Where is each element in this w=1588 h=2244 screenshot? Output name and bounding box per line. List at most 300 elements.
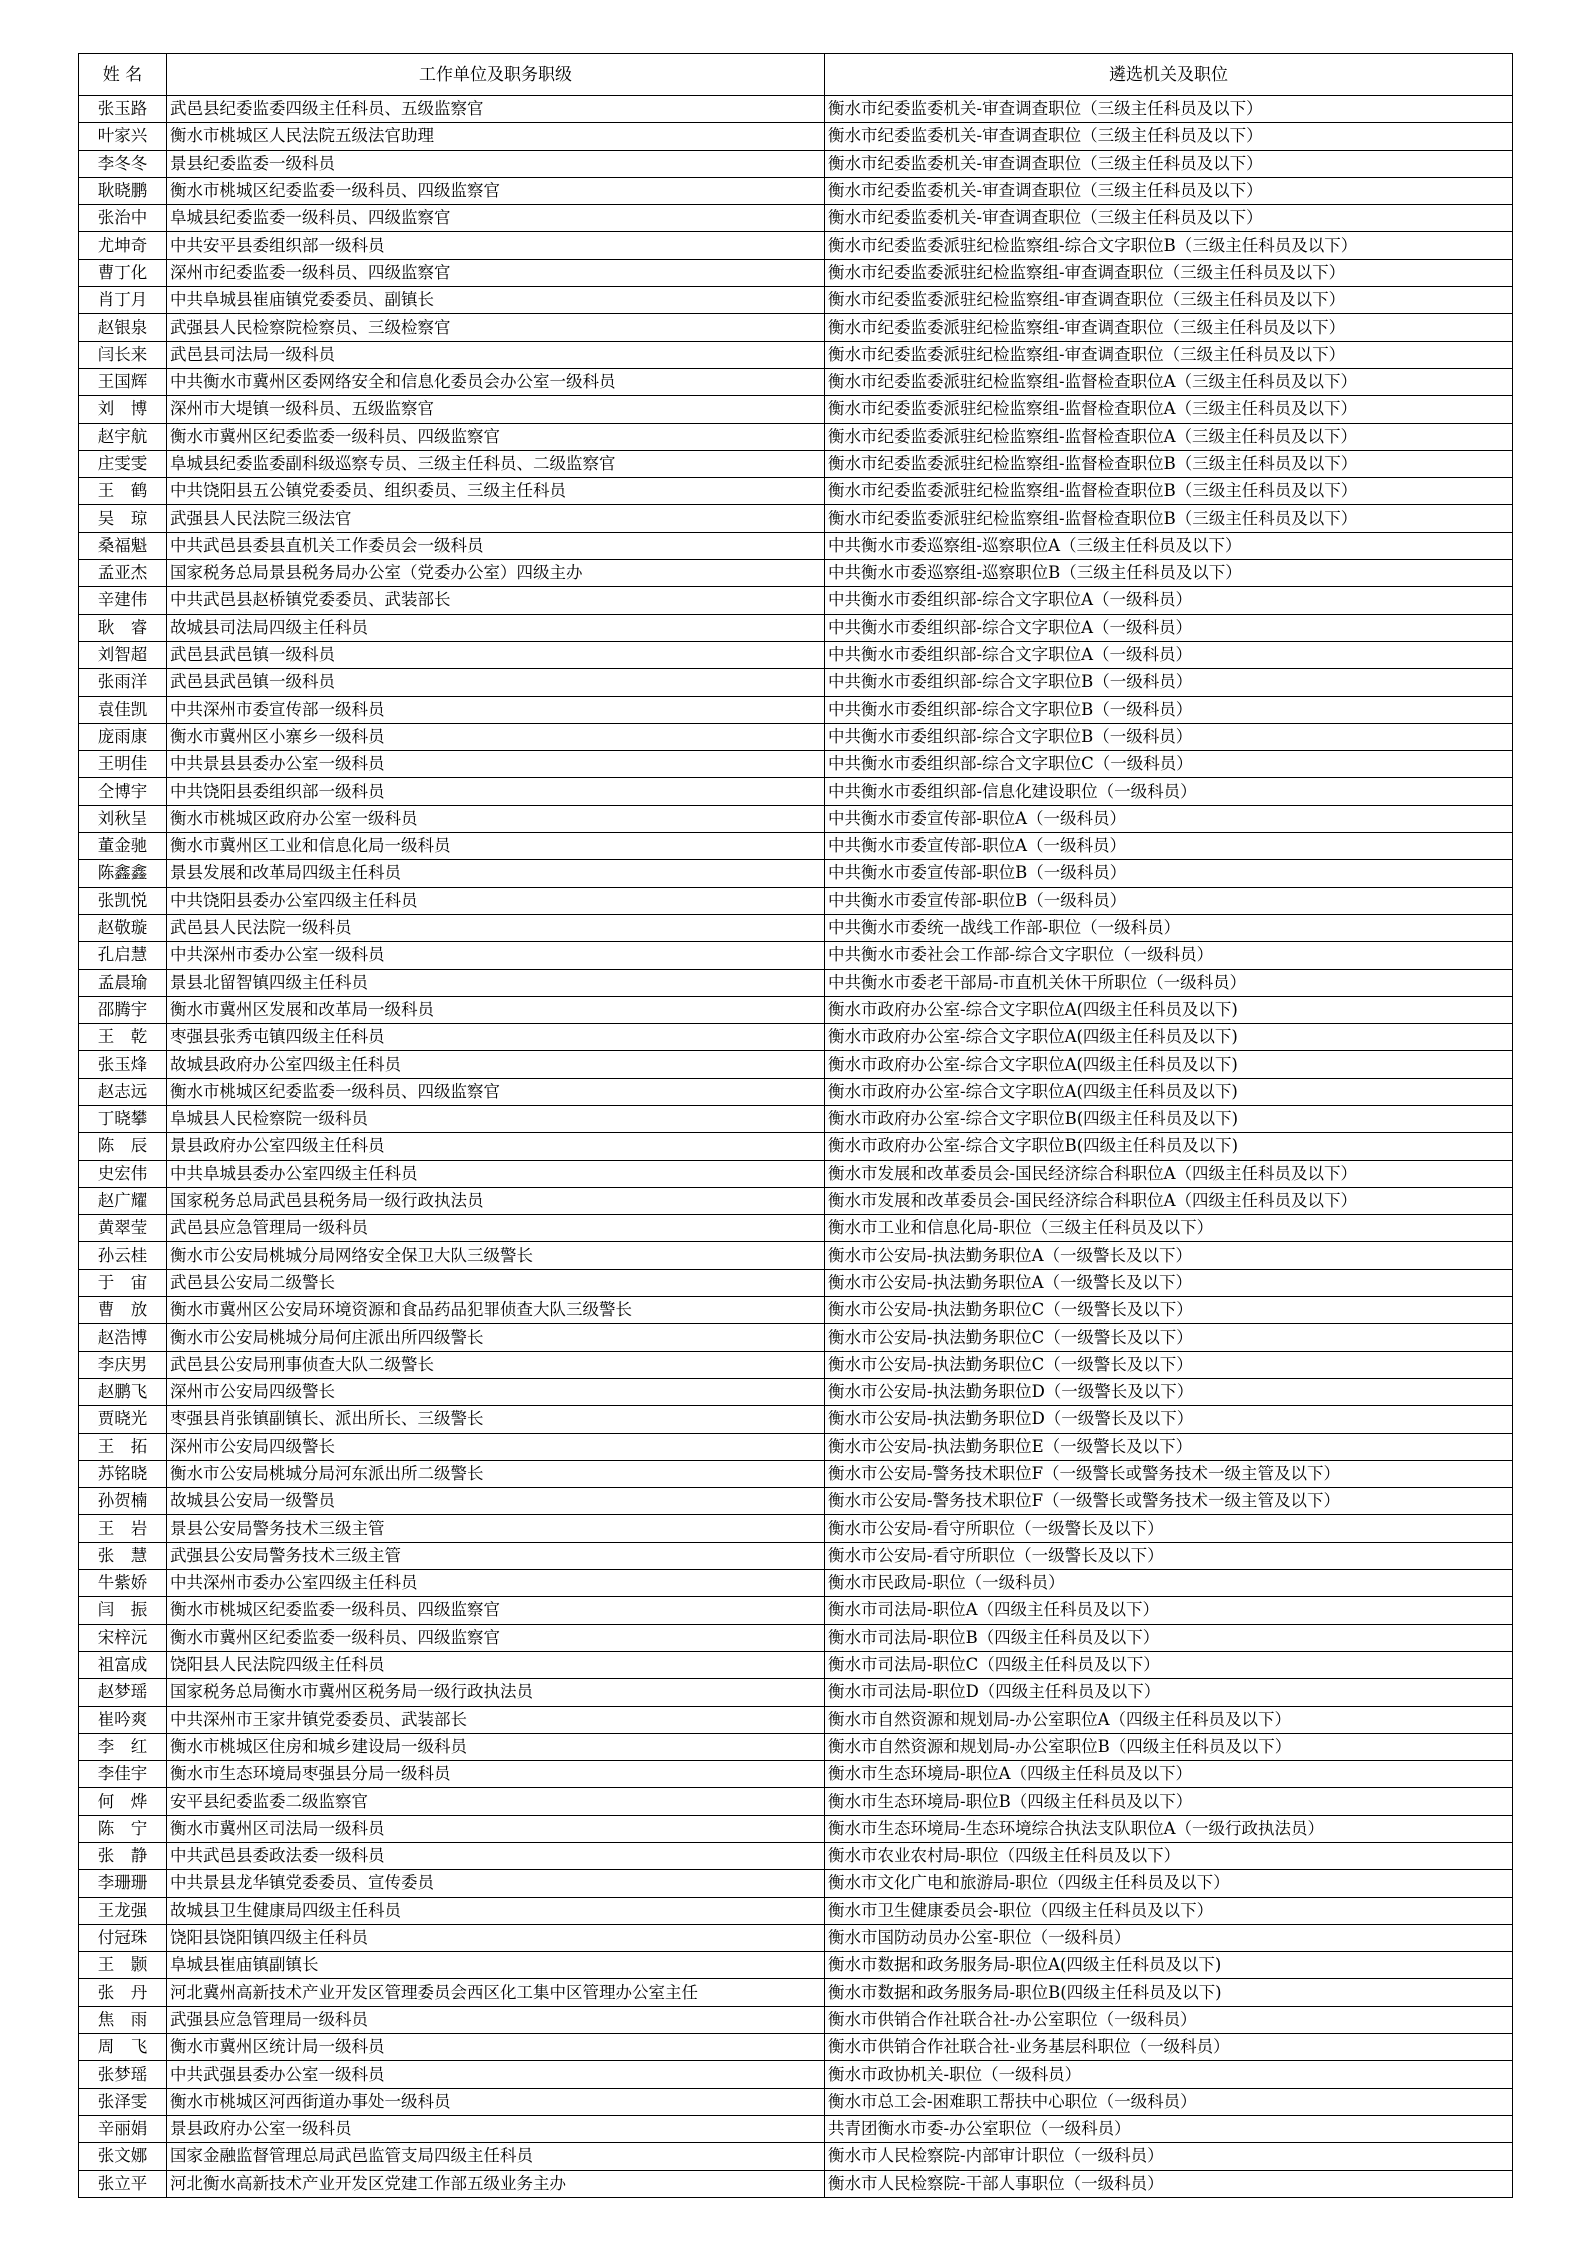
- cell-name: 辛建伟: [79, 587, 167, 614]
- cell-post: 衡水市发展和改革委员会-国民经济综合科职位A（四级主任科员及以下）: [825, 1187, 1513, 1214]
- table-row: [79, 232, 1513, 259]
- table-row: [79, 1215, 1513, 1242]
- cell-post: 衡水市公安局-看守所职位（一级警长及以下）: [825, 1515, 1513, 1542]
- cell-unit: 武强县人民检察院检察员、三级检察官: [167, 314, 825, 341]
- cell-post: 衡水市政府办公室-综合文字职位B(四级主任科员及以下): [825, 1105, 1513, 1132]
- cell-post: 中共衡水市委组织部-综合文字职位A（一级科员）: [825, 587, 1513, 614]
- cell-post: 衡水市纪委监委机关-审查调查职位（三级主任科员及以下）: [825, 96, 1513, 123]
- cell-name: 赵浩博: [79, 1324, 167, 1351]
- cell-name: 李 红: [79, 1733, 167, 1760]
- table-row: [79, 560, 1513, 587]
- table-row: [79, 1460, 1513, 1487]
- cell-post: 衡水市生态环境局-职位B（四级主任科员及以下）: [825, 1788, 1513, 1815]
- cell-unit: 中共安平县委组织部一级科员: [167, 232, 825, 259]
- cell-post: 衡水市公安局-警务技术职位F（一级警长或警务技术一级主管及以下）: [825, 1460, 1513, 1487]
- cell-post: 衡水市纪委监委派驻纪检监察组-审查调查职位（三级主任科员及以下）: [825, 314, 1513, 341]
- table-row: [79, 1897, 1513, 1924]
- cell-name: 贾晓光: [79, 1406, 167, 1433]
- cell-post: 衡水市供销合作社联合社-业务基层科职位（一级科员）: [825, 2034, 1513, 2061]
- cell-post: 衡水市公安局-执法勤务职位A（一级警长及以下）: [825, 1269, 1513, 1296]
- cell-name: 于 宙: [79, 1269, 167, 1296]
- cell-name: 邵腾宇: [79, 996, 167, 1023]
- cell-post: 衡水市国防动员办公室-职位（一级科员）: [825, 1924, 1513, 1951]
- cell-post: 衡水市公安局-执法勤务职位E（一级警长及以下）: [825, 1433, 1513, 1460]
- table-row: [79, 2034, 1513, 2061]
- cell-post: 衡水市纪委监委派驻纪检监察组-审查调查职位（三级主任科员及以下）: [825, 287, 1513, 314]
- cell-unit: 国家税务总局衡水市冀州区税务局一级行政执法员: [167, 1679, 825, 1706]
- header-post: 遴选机关及职位: [825, 54, 1513, 96]
- cell-unit: 阜城县人民检察院一级科员: [167, 1105, 825, 1132]
- table-row: [79, 314, 1513, 341]
- cell-unit: 深州市公安局四级警长: [167, 1378, 825, 1405]
- cell-name: 张 静: [79, 1843, 167, 1870]
- cell-name: 尤坤奇: [79, 232, 167, 259]
- cell-name: 庞雨康: [79, 723, 167, 750]
- table-row: [79, 1788, 1513, 1815]
- cell-name: 仝博宇: [79, 778, 167, 805]
- table-row: [79, 1570, 1513, 1597]
- cell-unit: 衡水市公安局桃城分局网络安全保卫大队三级警长: [167, 1242, 825, 1269]
- cell-unit: 衡水市冀州区工业和信息化局一级科员: [167, 833, 825, 860]
- cell-name: 李珊珊: [79, 1870, 167, 1897]
- table-row: [79, 969, 1513, 996]
- cell-unit: 河北衡水高新技术产业开发区党建工作部五级业务主办: [167, 2170, 825, 2197]
- cell-name: 周 飞: [79, 2034, 167, 2061]
- cell-unit: 武强县公安局警务技术三级主管: [167, 1542, 825, 1569]
- cell-post: 中共衡水市委组织部-综合文字职位C（一级科员）: [825, 751, 1513, 778]
- table-row: [79, 1979, 1513, 2006]
- cell-unit: 饶阳县饶阳镇四级主任科员: [167, 1924, 825, 1951]
- cell-unit: 景县北留智镇四级主任科员: [167, 969, 825, 996]
- table-row: [79, 833, 1513, 860]
- table-row: [79, 2115, 1513, 2142]
- table-row: [79, 2061, 1513, 2088]
- cell-post: 衡水市生态环境局-生态环境综合执法支队职位A（一级行政执法员）: [825, 1815, 1513, 1842]
- table-row: [79, 1924, 1513, 1951]
- cell-name: 赵宇航: [79, 423, 167, 450]
- cell-name: 张 丹: [79, 1979, 167, 2006]
- cell-post: 衡水市公安局-执法勤务职位C（一级警长及以下）: [825, 1324, 1513, 1351]
- table-row: [79, 887, 1513, 914]
- cell-name: 张 慧: [79, 1542, 167, 1569]
- cell-name: 辛丽娟: [79, 2115, 167, 2142]
- cell-name: 赵鹏飞: [79, 1378, 167, 1405]
- cell-post: 衡水市发展和改革委员会-国民经济综合科职位A（四级主任科员及以下）: [825, 1160, 1513, 1187]
- cell-post: 中共衡水市委宣传部-职位B（一级科员）: [825, 860, 1513, 887]
- table-row: [79, 1488, 1513, 1515]
- table-row: [79, 423, 1513, 450]
- cell-name: 陈 宁: [79, 1815, 167, 1842]
- cell-post: 衡水市工业和信息化局-职位（三级主任科员及以下）: [825, 1215, 1513, 1242]
- cell-unit: 衡水市冀州区发展和改革局一级科员: [167, 996, 825, 1023]
- cell-unit: 阜城县纪委监委一级科员、四级监察官: [167, 205, 825, 232]
- cell-name: 陈鑫鑫: [79, 860, 167, 887]
- cell-unit: 衡水市桃城区纪委监委一级科员、四级监察官: [167, 177, 825, 204]
- cell-name: 何 烨: [79, 1788, 167, 1815]
- cell-name: 赵广耀: [79, 1187, 167, 1214]
- cell-name: 庄雯雯: [79, 450, 167, 477]
- cell-unit: 景县公安局警务技术三级主管: [167, 1515, 825, 1542]
- cell-unit: 武邑县应急管理局一级科员: [167, 1215, 825, 1242]
- cell-post: 中共衡水市委组织部-综合文字职位B（一级科员）: [825, 669, 1513, 696]
- cell-name: 王 乾: [79, 1024, 167, 1051]
- cell-unit: 衡水市公安局桃城分局河东派出所二级警长: [167, 1460, 825, 1487]
- cell-post: 中共衡水市委宣传部-职位A（一级科员）: [825, 833, 1513, 860]
- table-row: [79, 1706, 1513, 1733]
- cell-unit: 枣强县肖张镇副镇长、派出所长、三级警长: [167, 1406, 825, 1433]
- cell-unit: 衡水市桃城区政府办公室一级科员: [167, 805, 825, 832]
- table-row: [79, 778, 1513, 805]
- cell-post: 衡水市自然资源和规划局-办公室职位B（四级主任科员及以下）: [825, 1733, 1513, 1760]
- cell-unit: 中共武强县委办公室一级科员: [167, 2061, 825, 2088]
- cell-post: 衡水市纪委监委派驻纪检监察组-监督检查职位B（三级主任科员及以下）: [825, 505, 1513, 532]
- cell-post: 衡水市政府办公室-综合文字职位A(四级主任科员及以下): [825, 1051, 1513, 1078]
- cell-unit: 枣强县张秀屯镇四级主任科员: [167, 1024, 825, 1051]
- table-row: [79, 1269, 1513, 1296]
- cell-post: 衡水市人民检察院-干部人事职位（一级科员）: [825, 2170, 1513, 2197]
- cell-unit: 国家金融监督管理总局武邑监管支局四级主任科员: [167, 2143, 825, 2170]
- cell-name: 赵志远: [79, 1078, 167, 1105]
- cell-unit: 武邑县武邑镇一级科员: [167, 641, 825, 668]
- cell-post: 衡水市纪委监委派驻纪检监察组-监督检查职位A（三级主任科员及以下）: [825, 396, 1513, 423]
- cell-name: 王龙强: [79, 1897, 167, 1924]
- cell-post: 中共衡水市委组织部-综合文字职位B（一级科员）: [825, 723, 1513, 750]
- cell-unit: 安平县纪委监委二级监察官: [167, 1788, 825, 1815]
- table-row: [79, 914, 1513, 941]
- cell-name: 焦 雨: [79, 2006, 167, 2033]
- cell-name: 王 拓: [79, 1433, 167, 1460]
- cell-post: 衡水市纪委监委派驻纪检监察组-监督检查职位B（三级主任科员及以下）: [825, 478, 1513, 505]
- cell-name: 张玉路: [79, 96, 167, 123]
- cell-unit: 衡水市冀州区公安局环境资源和食品药品犯罪侦查大队三级警长: [167, 1297, 825, 1324]
- table-row: [79, 2088, 1513, 2115]
- table-row: [79, 2170, 1513, 2197]
- table-row: [79, 1051, 1513, 1078]
- cell-name: 赵敬璇: [79, 914, 167, 941]
- cell-unit: 故城县政府办公室四级主任科员: [167, 1051, 825, 1078]
- cell-name: 孟晨瑜: [79, 969, 167, 996]
- table-row: [79, 669, 1513, 696]
- cell-name: 刘智超: [79, 641, 167, 668]
- cell-name: 丁晓攀: [79, 1105, 167, 1132]
- table-row: [79, 1542, 1513, 1569]
- table-row: [79, 259, 1513, 286]
- table-row: [79, 1815, 1513, 1842]
- table-row: [79, 1297, 1513, 1324]
- cell-unit: 深州市大堤镇一级科员、五级监察官: [167, 396, 825, 423]
- cell-unit: 中共深州市委办公室一级科员: [167, 942, 825, 969]
- cell-name: 王国辉: [79, 368, 167, 395]
- cell-name: 宋梓沅: [79, 1624, 167, 1651]
- cell-post: 衡水市卫生健康委员会-职位（四级主任科员及以下）: [825, 1897, 1513, 1924]
- cell-unit: 武邑县公安局二级警长: [167, 1269, 825, 1296]
- cell-name: 耿 睿: [79, 614, 167, 641]
- cell-post: 衡水市纪委监委机关-审查调查职位（三级主任科员及以下）: [825, 205, 1513, 232]
- table-row: [79, 614, 1513, 641]
- table-row: [79, 1105, 1513, 1132]
- cell-unit: 中共深州市委宣传部一级科员: [167, 696, 825, 723]
- roster-table: [78, 53, 1513, 2198]
- cell-unit: 中共景县县委办公室一级科员: [167, 751, 825, 778]
- cell-post: 衡水市司法局-职位C（四级主任科员及以下）: [825, 1651, 1513, 1678]
- cell-unit: 中共景县龙华镇党委委员、宣传委员: [167, 1870, 825, 1897]
- table-row: [79, 805, 1513, 832]
- table-row: [79, 123, 1513, 150]
- cell-post: 衡水市纪委监委派驻纪检监察组-监督检查职位A（三级主任科员及以下）: [825, 423, 1513, 450]
- cell-unit: 中共阜城县委办公室四级主任科员: [167, 1160, 825, 1187]
- cell-name: 王 岩: [79, 1515, 167, 1542]
- cell-name: 张泽雯: [79, 2088, 167, 2115]
- table-row: [79, 641, 1513, 668]
- cell-name: 张玉烽: [79, 1051, 167, 1078]
- cell-name: 袁佳凯: [79, 696, 167, 723]
- header-row: [79, 54, 1513, 96]
- table-row: [79, 723, 1513, 750]
- cell-post: 衡水市供销合作社联合社-办公室职位（一级科员）: [825, 2006, 1513, 2033]
- cell-post: 中共衡水市委统一战线工作部-职位（一级科员）: [825, 914, 1513, 941]
- cell-name: 赵梦瑶: [79, 1679, 167, 1706]
- cell-unit: 衡水市冀州区统计局一级科员: [167, 2034, 825, 2061]
- cell-unit: 阜城县纪委监委副科级巡察专员、三级主任科员、二级监察官: [167, 450, 825, 477]
- table-row: [79, 396, 1513, 423]
- cell-unit: 衡水市冀州区纪委监委一级科员、四级监察官: [167, 1624, 825, 1651]
- cell-unit: 国家税务总局景县税务局办公室（党委办公室）四级主办: [167, 560, 825, 587]
- table-row: [79, 205, 1513, 232]
- table-row: [79, 860, 1513, 887]
- cell-post: 衡水市公安局-执法勤务职位A（一级警长及以下）: [825, 1242, 1513, 1269]
- cell-name: 闫长来: [79, 341, 167, 368]
- cell-unit: 衡水市桃城区纪委监委一级科员、四级监察官: [167, 1078, 825, 1105]
- cell-post: 中共衡水市委社会工作部-综合文字职位（一级科员）: [825, 942, 1513, 969]
- cell-name: 曹丁化: [79, 259, 167, 286]
- cell-post: 衡水市公安局-看守所职位（一级警长及以下）: [825, 1542, 1513, 1569]
- cell-post: 衡水市司法局-职位B（四级主任科员及以下）: [825, 1624, 1513, 1651]
- cell-name: 刘秋呈: [79, 805, 167, 832]
- cell-post: 衡水市公安局-执法勤务职位D（一级警长及以下）: [825, 1406, 1513, 1433]
- cell-name: 李庆男: [79, 1351, 167, 1378]
- cell-name: 黄翠莹: [79, 1215, 167, 1242]
- cell-name: 陈 辰: [79, 1133, 167, 1160]
- cell-name: 张文娜: [79, 2143, 167, 2170]
- table-row: [79, 1651, 1513, 1678]
- cell-unit: 故城县司法局四级主任科员: [167, 614, 825, 641]
- cell-post: 中共衡水市委老干部局-市直机关休干所职位（一级科员）: [825, 969, 1513, 996]
- table-row: [79, 1024, 1513, 1051]
- cell-post: 中共衡水市委宣传部-职位B（一级科员）: [825, 887, 1513, 914]
- cell-post: 衡水市政协机关-职位（一级科员）: [825, 2061, 1513, 2088]
- cell-name: 耿晓鹏: [79, 177, 167, 204]
- cell-name: 崔吟爽: [79, 1706, 167, 1733]
- cell-unit: 中共饶阳县五公镇党委委员、组织委员、三级主任科员: [167, 478, 825, 505]
- cell-unit: 故城县卫生健康局四级主任科员: [167, 1897, 825, 1924]
- table-row: [79, 2006, 1513, 2033]
- table-row: [79, 150, 1513, 177]
- cell-unit: 景县发展和改革局四级主任科员: [167, 860, 825, 887]
- cell-unit: 衡水市桃城区住房和城乡建设局一级科员: [167, 1733, 825, 1760]
- cell-name: 赵银泉: [79, 314, 167, 341]
- cell-unit: 深州市公安局四级警长: [167, 1433, 825, 1460]
- cell-post: 中共衡水市委组织部-信息化建设职位（一级科员）: [825, 778, 1513, 805]
- cell-unit: 阜城县崔庙镇副镇长: [167, 1952, 825, 1979]
- cell-post: 中共衡水市委组织部-综合文字职位A（一级科员）: [825, 614, 1513, 641]
- cell-unit: 中共武邑县赵桥镇党委委员、武装部长: [167, 587, 825, 614]
- cell-name: 苏铭晓: [79, 1460, 167, 1487]
- cell-post: 衡水市农业农村局-职位（四级主任科员及以下）: [825, 1843, 1513, 1870]
- table-row: [79, 96, 1513, 123]
- table-row: [79, 1187, 1513, 1214]
- cell-post: 中共衡水市委组织部-综合文字职位B（一级科员）: [825, 696, 1513, 723]
- cell-name: 吴 琼: [79, 505, 167, 532]
- cell-post: 衡水市纪委监委派驻纪检监察组-审查调查职位（三级主任科员及以下）: [825, 341, 1513, 368]
- cell-post: 衡水市公安局-警务技术职位F（一级警长或警务技术一级主管及以下）: [825, 1488, 1513, 1515]
- table-row: [79, 996, 1513, 1023]
- table-row: [79, 942, 1513, 969]
- cell-unit: 衡水市冀州区纪委监委一级科员、四级监察官: [167, 423, 825, 450]
- cell-unit: 衡水市桃城区河西街道办事处一级科员: [167, 2088, 825, 2115]
- cell-name: 张梦瑶: [79, 2061, 167, 2088]
- table-row: [79, 368, 1513, 395]
- table-row: [79, 1870, 1513, 1897]
- cell-unit: 衡水市桃城区人民法院五级法官助理: [167, 123, 825, 150]
- cell-post: 衡水市纪委监委派驻纪检监察组-监督检查职位A（三级主任科员及以下）: [825, 368, 1513, 395]
- table-row: [79, 2143, 1513, 2170]
- table-row: [79, 587, 1513, 614]
- table-row: [79, 1406, 1513, 1433]
- cell-name: 曹 放: [79, 1297, 167, 1324]
- table-row: [79, 1597, 1513, 1624]
- cell-name: 肖丁月: [79, 287, 167, 314]
- cell-name: 刘 博: [79, 396, 167, 423]
- cell-name: 孟亚杰: [79, 560, 167, 587]
- table-row: [79, 478, 1513, 505]
- cell-post: 衡水市民政局-职位（一级科员）: [825, 1570, 1513, 1597]
- cell-unit: 中共武邑县委政法委一级科员: [167, 1843, 825, 1870]
- cell-post: 中共衡水市委组织部-综合文字职位A（一级科员）: [825, 641, 1513, 668]
- cell-name: 付冠珠: [79, 1924, 167, 1951]
- cell-post: 衡水市纪委监委派驻纪检监察组-监督检查职位B（三级主任科员及以下）: [825, 450, 1513, 477]
- cell-name: 王 颢: [79, 1952, 167, 1979]
- cell-post: 衡水市政府办公室-综合文字职位A(四级主任科员及以下): [825, 996, 1513, 1023]
- table-row: [79, 1952, 1513, 1979]
- cell-post: 衡水市公安局-执法勤务职位C（一级警长及以下）: [825, 1297, 1513, 1324]
- table-row: [79, 505, 1513, 532]
- cell-unit: 景县纪委监委一级科员: [167, 150, 825, 177]
- cell-name: 张雨洋: [79, 669, 167, 696]
- table-header: [79, 54, 1513, 96]
- cell-post: 共青团衡水市委-办公室职位（一级科员）: [825, 2115, 1513, 2142]
- cell-unit: 中共深州市王家井镇党委委员、武装部长: [167, 1706, 825, 1733]
- table-row: [79, 450, 1513, 477]
- cell-unit: 中共深州市委办公室四级主任科员: [167, 1570, 825, 1597]
- table-row: [79, 1433, 1513, 1460]
- cell-post: 衡水市数据和政务服务局-职位A(四级主任科员及以下): [825, 1952, 1513, 1979]
- cell-post: 衡水市政府办公室-综合文字职位A(四级主任科员及以下): [825, 1024, 1513, 1051]
- cell-unit: 中共饶阳县委组织部一级科员: [167, 778, 825, 805]
- cell-name: 张治中: [79, 205, 167, 232]
- cell-unit: 衡水市冀州区小寨乡一级科员: [167, 723, 825, 750]
- cell-post: 衡水市公安局-执法勤务职位C（一级警长及以下）: [825, 1351, 1513, 1378]
- cell-post: 衡水市纪委监委机关-审查调查职位（三级主任科员及以下）: [825, 177, 1513, 204]
- cell-name: 李冬冬: [79, 150, 167, 177]
- table-row: [79, 177, 1513, 204]
- table-row: [79, 1843, 1513, 1870]
- cell-post: 衡水市生态环境局-职位A（四级主任科员及以下）: [825, 1761, 1513, 1788]
- cell-unit: 武邑县纪委监委四级主任科员、五级监察官: [167, 96, 825, 123]
- cell-unit: 衡水市生态环境局枣强县分局一级科员: [167, 1761, 825, 1788]
- cell-name: 张立平: [79, 2170, 167, 2197]
- cell-post: 中共衡水市委宣传部-职位A（一级科员）: [825, 805, 1513, 832]
- cell-unit: 国家税务总局武邑县税务局一级行政执法员: [167, 1187, 825, 1214]
- cell-name: 李佳宇: [79, 1761, 167, 1788]
- cell-unit: 中共阜城县崔庙镇党委委员、副镇长: [167, 287, 825, 314]
- cell-post: 衡水市公安局-执法勤务职位D（一级警长及以下）: [825, 1378, 1513, 1405]
- cell-post: 衡水市政府办公室-综合文字职位B(四级主任科员及以下): [825, 1133, 1513, 1160]
- cell-unit: 中共饶阳县委办公室四级主任科员: [167, 887, 825, 914]
- cell-post: 衡水市司法局-职位D（四级主任科员及以下）: [825, 1679, 1513, 1706]
- cell-name: 史宏伟: [79, 1160, 167, 1187]
- table-row: [79, 532, 1513, 559]
- cell-name: 孙云桂: [79, 1242, 167, 1269]
- cell-post: 衡水市自然资源和规划局-办公室职位A（四级主任科员及以下）: [825, 1706, 1513, 1733]
- cell-unit: 武强县人民法院三级法官: [167, 505, 825, 532]
- cell-name: 桑福魁: [79, 532, 167, 559]
- cell-unit: 中共衡水市冀州区委网络安全和信息化委员会办公室一级科员: [167, 368, 825, 395]
- cell-name: 孙贺楠: [79, 1488, 167, 1515]
- cell-unit: 武邑县人民法院一级科员: [167, 914, 825, 941]
- table-row: [79, 1679, 1513, 1706]
- cell-post: 衡水市纪委监委派驻纪检监察组-审查调查职位（三级主任科员及以下）: [825, 259, 1513, 286]
- cell-post: 衡水市文化广电和旅游局-职位（四级主任科员及以下）: [825, 1870, 1513, 1897]
- table-row: [79, 751, 1513, 778]
- cell-post: 衡水市司法局-职位A（四级主任科员及以下）: [825, 1597, 1513, 1624]
- cell-unit: 河北冀州高新技术产业开发区管理委员会西区化工集中区管理办公室主任: [167, 1979, 825, 2006]
- table-body: [79, 96, 1513, 2198]
- table-row: [79, 1761, 1513, 1788]
- cell-post: 衡水市人民检察院-内部审计职位（一级科员）: [825, 2143, 1513, 2170]
- table-row: [79, 1624, 1513, 1651]
- cell-name: 董金驰: [79, 833, 167, 860]
- table-row: [79, 341, 1513, 368]
- table-row: [79, 1351, 1513, 1378]
- table-row: [79, 1733, 1513, 1760]
- cell-unit: 故城县公安局一级警员: [167, 1488, 825, 1515]
- cell-unit: 饶阳县人民法院四级主任科员: [167, 1651, 825, 1678]
- table-row: [79, 287, 1513, 314]
- table-row: [79, 1324, 1513, 1351]
- cell-post: 衡水市纪委监委派驻纪检监察组-综合文字职位B（三级主任科员及以下）: [825, 232, 1513, 259]
- cell-unit: 武邑县司法局一级科员: [167, 341, 825, 368]
- table-row: [79, 1378, 1513, 1405]
- cell-post: 衡水市数据和政务服务局-职位B(四级主任科员及以下): [825, 1979, 1513, 2006]
- table-row: [79, 696, 1513, 723]
- cell-name: 孔启慧: [79, 942, 167, 969]
- cell-unit: 深州市纪委监委一级科员、四级监察官: [167, 259, 825, 286]
- table-row: [79, 1515, 1513, 1542]
- header-unit: 工作单位及职务职级: [167, 54, 825, 96]
- cell-name: 王明佳: [79, 751, 167, 778]
- cell-unit: 武邑县公安局刑事侦查大队二级警长: [167, 1351, 825, 1378]
- cell-name: 王 鹤: [79, 478, 167, 505]
- cell-name: 张凯悦: [79, 887, 167, 914]
- cell-name: 闫 振: [79, 1597, 167, 1624]
- cell-unit: 景县政府办公室四级主任科员: [167, 1133, 825, 1160]
- cell-post: 衡水市政府办公室-综合文字职位A(四级主任科员及以下): [825, 1078, 1513, 1105]
- table-row: [79, 1160, 1513, 1187]
- cell-name: 牛紫娇: [79, 1570, 167, 1597]
- cell-unit: 武强县应急管理局一级科员: [167, 2006, 825, 2033]
- table-row: [79, 1242, 1513, 1269]
- cell-unit: 武邑县武邑镇一级科员: [167, 669, 825, 696]
